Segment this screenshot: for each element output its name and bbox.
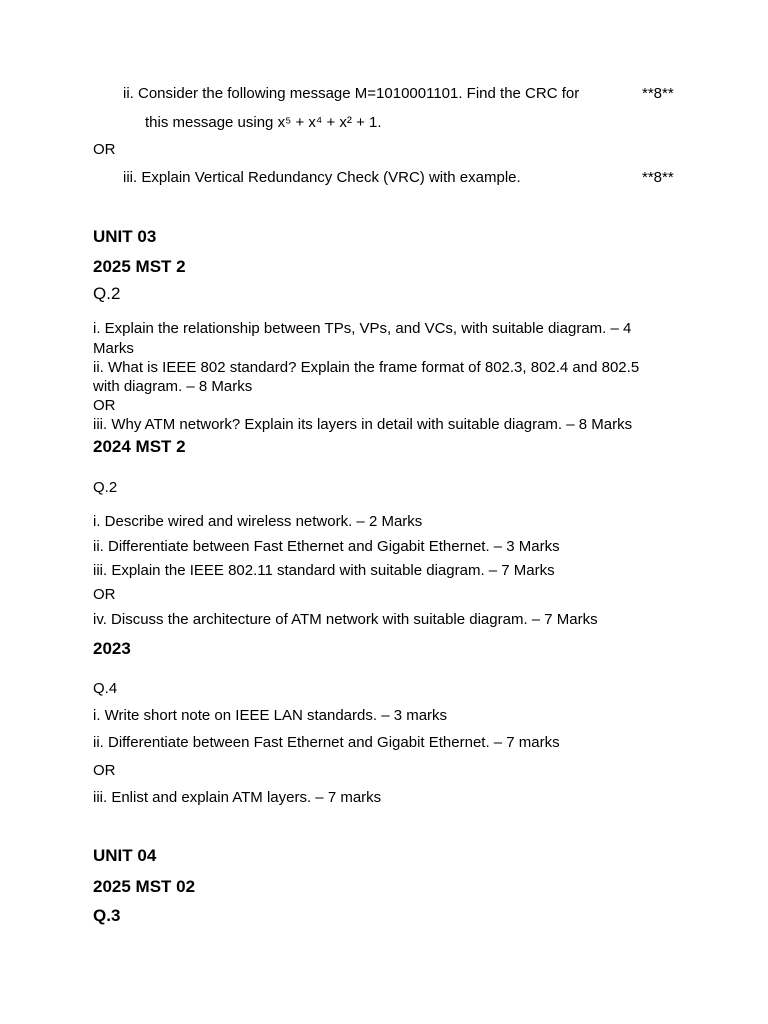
subquestion-ii-line1: ii. What is IEEE 802 standard? Explain the frame format of 802.3, 802.4 and 802.5 <box>93 359 640 376</box>
or-separator: OR <box>93 397 116 414</box>
question-number: Q.4 <box>93 680 118 697</box>
question-number: Q.2 <box>93 479 118 496</box>
question-iii: iii. Explain Vertical Redundancy Check (VRC) with example. <box>123 169 521 186</box>
question-ii-line2: this message using x⁵ + x⁴ + x² + 1. <box>145 114 382 131</box>
exam-heading: 2025 MST 2 <box>93 257 186 276</box>
or-separator: OR <box>93 762 116 779</box>
exam-heading: 2025 MST 02 <box>93 877 196 896</box>
subquestion-i: i. Describe wired and wireless network. – 2 Marks <box>93 513 423 530</box>
exam-heading: 2023 <box>93 639 131 658</box>
subquestion-iii: iii. Explain the IEEE 802.11 standard with suitable diagram. – 7 Marks <box>93 562 555 579</box>
or-separator: OR <box>93 141 116 158</box>
question-ii-marks: **8** <box>642 85 674 102</box>
subquestion-iv: iv. Discuss the architecture of ATM network with suitable diagram. – 7 Marks <box>93 611 598 628</box>
exam-heading: 2024 MST 2 <box>93 437 186 456</box>
unit-heading: UNIT 04 <box>93 846 157 865</box>
subquestion-ii: ii. Differentiate between Fast Ethernet and Gigabit Ethernet. – 7 marks <box>93 734 560 751</box>
subquestion-iii: iii. Enlist and explain ATM layers. – 7 marks <box>93 789 382 806</box>
unit-heading: UNIT 03 <box>93 227 157 246</box>
question-iii-marks: **8** <box>642 169 674 186</box>
question-number: Q.2 <box>93 284 121 303</box>
subquestion-i-line2: Marks <box>93 340 134 357</box>
subquestion-ii: ii. Differentiate between Fast Ethernet and Gigabit Ethernet. – 3 Marks <box>93 538 560 555</box>
or-separator: OR <box>93 586 116 603</box>
subquestion-i-line1: i. Explain the relationship between TPs, VPs, and VCs, with suitable diagram. – 4 <box>93 320 632 337</box>
subquestion-iii: iii. Why ATM network? Explain its layers in detail with suitable diagram. – 8 Marks <box>93 416 633 433</box>
subquestion-i: i. Write short note on IEEE LAN standards. – 3 marks <box>93 707 448 724</box>
question-number: Q.3 <box>93 906 121 925</box>
question-ii-line1: ii. Consider the following message M=1010001101. Find the CRC for <box>123 85 580 102</box>
subquestion-ii-line2: with diagram. – 8 Marks <box>93 378 253 395</box>
